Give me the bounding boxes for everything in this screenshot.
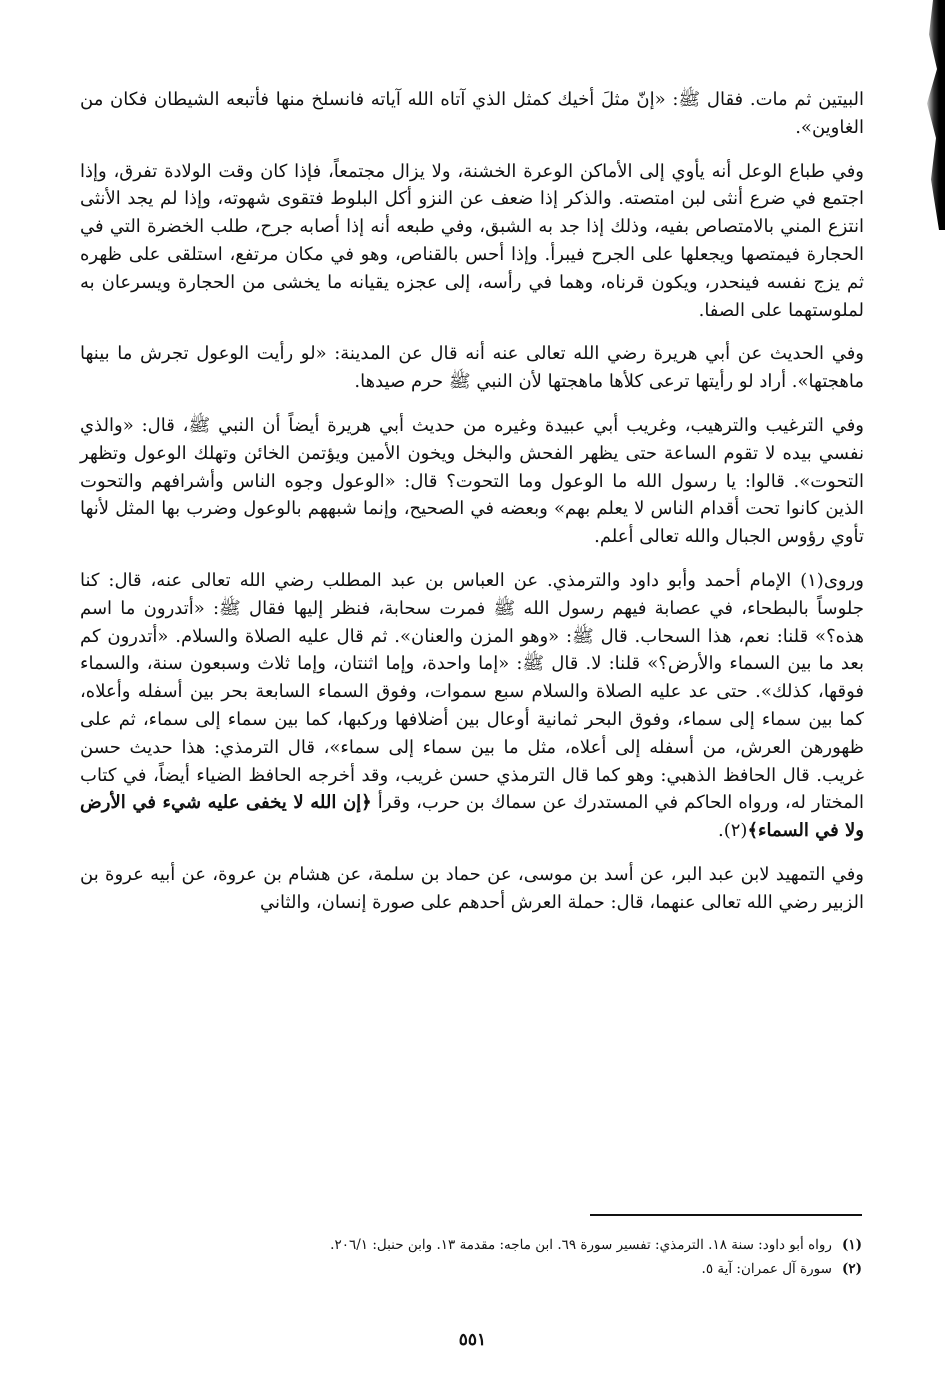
quran-verse: ﴿إن الله لا يخفى عليه شيء في الأرض ولا في السماء﴾ bbox=[80, 792, 864, 842]
page-number: ٥٥١ bbox=[458, 1330, 487, 1350]
footnote-text: سورة آل عمران: آية ٥. bbox=[701, 1261, 832, 1277]
scan-edge-shadow bbox=[925, 0, 945, 230]
footnote-1 bbox=[80, 1233, 862, 1257]
paragraph-1: البيتين ثم مات. فقال ﷺ: «إنّ مثلَ أخيك كمثل الذي آتاه الله آياته فانسلخ منها فأتبعه الشيطان فكان من الغاوين». bbox=[80, 89, 864, 138]
footnote-text: رواه أبو داود: سنة ١٨. الترمذي: تفسير سورة ٦٩. ابن ماجه: مقدمة ١٣. وابن حنبل: ٢٠٦/١. bbox=[330, 1237, 832, 1253]
paragraph-6: وفي التمهيد لابن عبد البر، عن أسد بن موسى، عن حماد بن سلمة، عن هشام بن عروة، عن أبيه عروة بن الزبير رضي الله تعالى عنهما، قال: حملة العرش أحدهم على صورة إنسان، والثاني bbox=[80, 863, 864, 913]
footnotes bbox=[80, 1233, 862, 1281]
footnote-2 bbox=[80, 1257, 862, 1281]
footnote-divider bbox=[590, 1214, 862, 1216]
paragraph-2: وفي طباع الوعل أنه يأوي إلى الأماكن الوعرة الخشنة، ولا يزال مجتمعاً، فإذا كان وقت الولادة تفرق، وإذا اجتمع في ضرع أنثى لبن امتصته. والذكر إذا ضعف عن النزو أكل البلوط فتقوى شهوته، وإذا لم يجد الأنثى انتزع المني بالامتصاص بفيه، وذلك إذا جد به الشبق، وفي طبعه أنه إذا أصابه جرح، طلب الخضرة التي في الحجارة فيمتصها ويجعلها على الجرح فيبرأ. وإذا أحس بالقناص، وهو في مكان مرتفع، استلقى على ظهره ثم يزج نفسه فينحدر، ويكون قرناه، وهما في رأسه، إلى عجزه يقيانه ما يخشى من الحجارة ويسرعان به لملوستهما على الصفا. bbox=[80, 160, 864, 321]
footnote-number: (١) bbox=[841, 1237, 862, 1253]
paragraph-4: وفي الترغيب والترهيب، وغريب أبي عبيدة وغيره من حديث أبي هريرة أيضاً أن النبي ﷺ، قال: «والذي نفسي بيده لا تقوم الساعة حتى يظهر الفحش والبخل ويخون الأمين ويؤتمن الخائن وتهلك الوعول وتظهر التحوت». قالوا: يا رسول الله ما الوعول وما التحوت؟ قال: «الوعول وجوه الناس وأشرافهم والتحوت الذين كانوا تحت أقدام الناس لا يعلم بهم» وبعضه في الصحيح، وإنما شبههم بالوعول وضرب بها المثل لأنها تأوي رؤوس الجبال والله تعالى أعلم. bbox=[80, 414, 864, 548]
footnote-ref: (٢). bbox=[718, 820, 748, 842]
page-body bbox=[80, 86, 864, 933]
paragraph-3: وفي الحديث عن أبي هريرة رضي الله تعالى عنه أنه قال عن المدينة: «لو رأيت الوعول تجرش ما بينها ماهجتها». أراد لو رأيتها ترعى كلأها ماهجتها لأن النبي ﷺ حرم صيدها. bbox=[80, 343, 864, 393]
paragraph-5: وروى(١) الإمام أحمد وأبو داود والترمذي. عن العباس بن عبد المطلب رضي الله تعالى عنه، قال: كنا جلوساً بالبطحاء، في عصابة فيهم رسول الله ﷺ فمرت سحابة، فنظر إليها فقال ﷺ: «أتدرون ما اسم هذه؟» قلنا: نعم، هذا السحاب. قال ﷺ: «وهو المزن والعنان». ثم قال عليه الصلاة والسلام. «أتدرون كم بعد ما بين السماء والأرض؟» قلنا: لا. قال ﷺ: «إما واحدة، وإما اثنتان، وإما ثلاث وسبعون سنة، والسماء فوقها، كذلك». حتى عد عليه الصلاة والسلام سبع سموات، وفوق السماء السابعة بحر بين أسفله وأعلاه، كما بين سماء إلى سماء، وفوق البحر ثمانية أوعال بين أضلافها وركبها، كما بين سماء إلى سماء، ثم على ظهورهن العرش، من أسفله إلى أعلاه، مثل ما بين سماء إلى سماء»، قال الترمذي: هذا حديث حسن غريب. قال الحافظ الذهبي: وهو كما قال الترمذي حسن غريب، وقد أخرجه الحافظ الضياء أيضاً، في كتاب المختار له، ورواه الحاكم في المستدرك عن سماك بن حرب، وقرأ ﴿إن الله لا يخفى عليه شيء في الأرض ولا في السماء﴾(٢). bbox=[80, 569, 864, 842]
footnote-number: (٢) bbox=[841, 1261, 862, 1277]
